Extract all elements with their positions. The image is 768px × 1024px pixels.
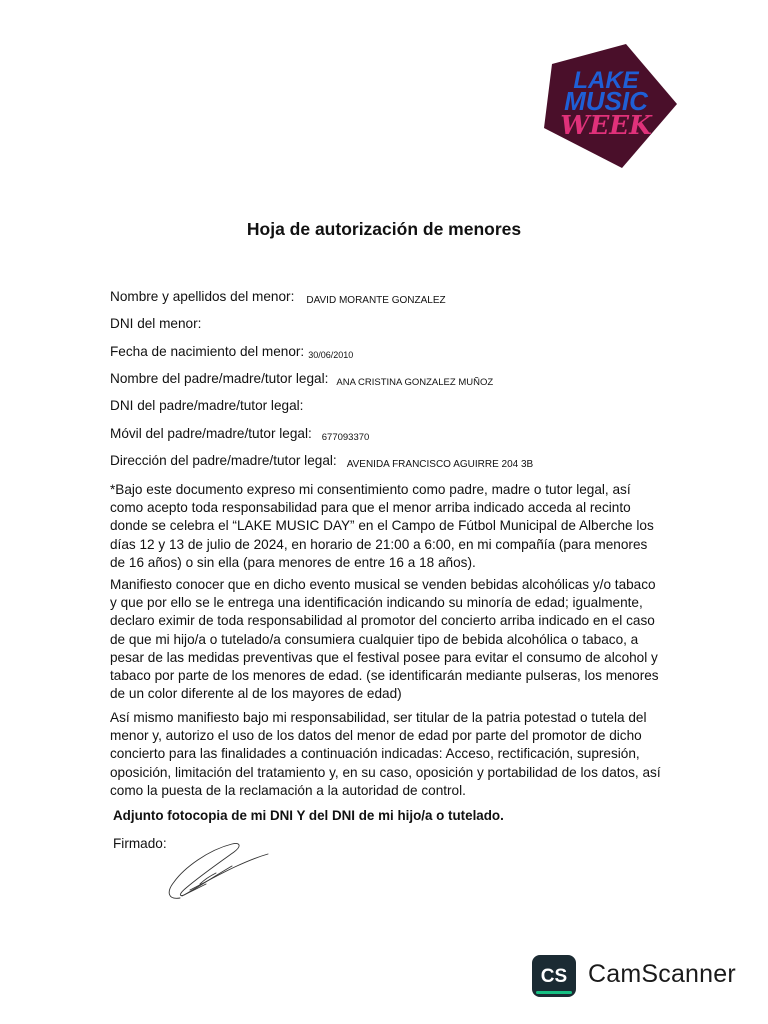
camscanner-badge-text: CS [540, 966, 568, 987]
attachment-note: Adjunto fotocopia de mi DNI Y del DNI de mi hijo/a o tutelado. [113, 808, 504, 823]
logo-line-lake: LAKE [573, 67, 639, 94]
field-label: Nombre y apellidos del menor: [110, 289, 295, 304]
signed-label: Firmado: [113, 836, 167, 851]
field-minor-birthdate [110, 344, 353, 359]
field-label: Móvil del padre/madre/tutor legal: [110, 426, 312, 441]
field-label: Nombre del padre/madre/tutor legal: [110, 371, 329, 386]
consent-paragraph: *Bajo este documento expreso mi consentimiento como padre, madre o tutor legal, así como acepto toda responsabilidad para que el menor arriba indicado acceda al recinto donde se celebra el “LAKE MUSIC DAY” en el Campo de Fútbol Municipal de Alberche los días 12 y 13 de julio de 2024, en horario de 21:00 a 6:00, en mi compañía (para menores de 16 años) o sin ella (para menores de entre 16 a 18 años). [110, 482, 654, 570]
camscanner-name: CamScanner [588, 960, 736, 988]
field-label: Dirección del padre/madre/tutor legal: [110, 453, 337, 468]
handwritten-signature [160, 840, 272, 904]
logo-line-week: WEEK [560, 111, 652, 141]
field-value: DAVID MORANTE GONZALEZ [306, 295, 446, 306]
field-guardian-address [110, 453, 533, 468]
field-label: Fecha de nacimiento del menor: [110, 344, 305, 359]
field-value: ANA CRISTINA GONZALEZ MUÑOZ [336, 377, 494, 388]
logo-line-music: MUSIC [564, 86, 648, 116]
alcohol-disclaimer-paragraph: Manifiesto conocer que en dicho evento musical se venden bebidas alcohólicas y/o tabaco y que por ello se le entrega una identificación indicando su minoría de edad; igualmente, declaro eximir de toda responsabilidad al promotor del concierto arriba indicado en el caso de que mi hijo/a o tutelado/a consumiera cualquier tipo de bebida alcohólica o tabaco, a pesar de las medidas preventivas que el festival posee para evitar el consumo de alcohol y tabaco por parte de los menores de edad. (se identificarán mediante pulseras, los menores de un color diferente al de los mayores de edad) [110, 577, 659, 702]
field-minor-dni [110, 316, 209, 331]
field-minor-name [110, 289, 446, 304]
field-value: 677093370 [321, 432, 370, 443]
data-authorization-paragraph: Así mismo manifiesto bajo mi responsabilidad, ser titular de la patria potestad o tutela del menor y, autorizo el uso de los datos del menor de edad por parte del promotor de dicho concierto para las finalidades a continuación indicadas: Acceso, rectificación, supresión, oposición, limitación del tratamiento y, en su caso, oposición y portabilidad de los datos, así como la puesta de la reclamación a la autoridad de control. [110, 710, 661, 798]
field-guardian-phone [110, 426, 369, 441]
field-value: AVENIDA FRANCISCO AGUIRRE 204 3B [346, 459, 534, 470]
field-value: 30/06/2010 [308, 350, 354, 360]
field-label: DNI del menor: [110, 316, 202, 331]
lake-music-week-logo [530, 44, 682, 172]
document-title: Hoja de autorización de menores [246, 219, 522, 239]
field-guardian-name [110, 371, 493, 386]
field-guardian-dni [110, 398, 311, 413]
field-label: DNI del padre/madre/tutor legal: [110, 398, 304, 413]
camscanner-badge [532, 955, 576, 997]
